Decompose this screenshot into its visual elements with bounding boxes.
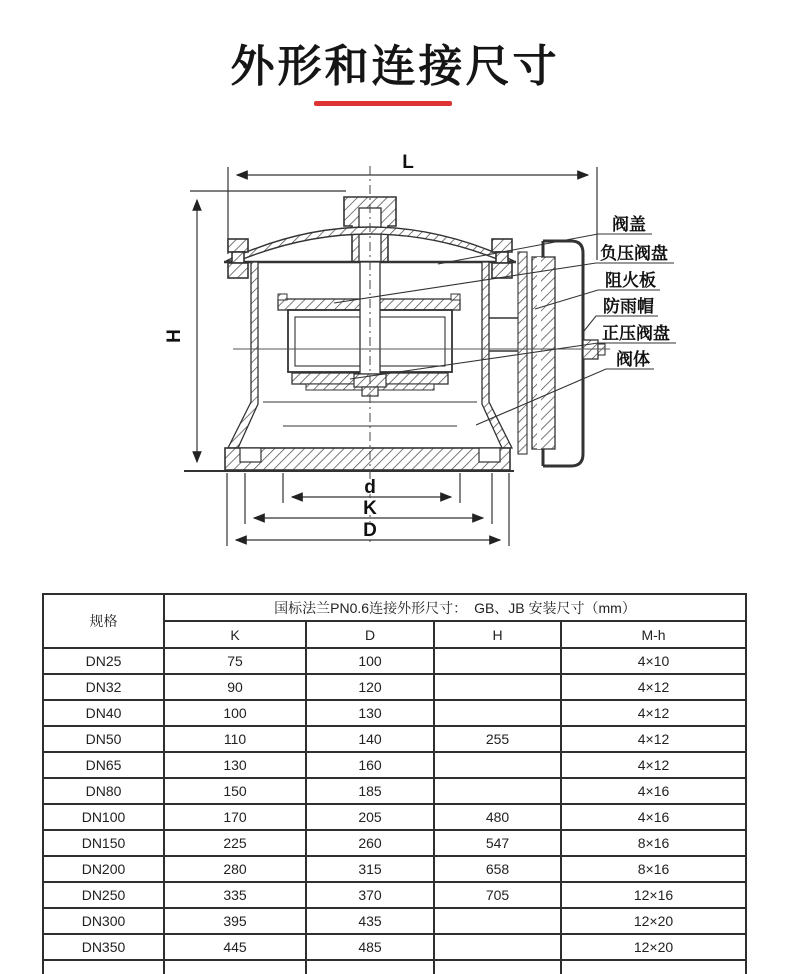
table-cell: 370: [306, 882, 434, 908]
table-cell: DN200: [43, 856, 164, 882]
table-cell: DN300: [43, 908, 164, 934]
table-cell: 75: [164, 648, 306, 674]
column-header-H: H: [434, 621, 561, 648]
table-cell: DN100: [43, 804, 164, 830]
table-cell: [561, 960, 746, 974]
table-cell: 150: [164, 778, 306, 804]
dim-label-H: H: [164, 329, 185, 343]
table-cell: DN350: [43, 934, 164, 960]
table-cell: 12×20: [561, 934, 746, 960]
spec-header-cell: 规格: [43, 594, 164, 648]
table-row: [43, 934, 746, 960]
table-cell: 480: [434, 804, 561, 830]
table-cell: 130: [306, 700, 434, 726]
table-cell: DN32: [43, 674, 164, 700]
table-cell: 485: [306, 934, 434, 960]
dim-label-D: D: [363, 520, 377, 541]
table-cell: 170: [164, 804, 306, 830]
dim-label-K: K: [363, 498, 377, 519]
table-cell: DN250: [43, 882, 164, 908]
table-cell: 225: [164, 830, 306, 856]
table-cell: 335: [164, 882, 306, 908]
table-cell: [306, 960, 434, 974]
table-cell: [164, 960, 306, 974]
table-cell: 205: [306, 804, 434, 830]
table-cell: DN50: [43, 726, 164, 752]
table-cell: 140: [306, 726, 434, 752]
table-cell: 4×12: [561, 726, 746, 752]
table-cell: 8×16: [561, 856, 746, 882]
table-cell: [434, 908, 561, 934]
table-cell: [434, 648, 561, 674]
table-cell: [434, 934, 561, 960]
table-cell: 260: [306, 830, 434, 856]
column-header-Mh: M-h: [561, 621, 746, 648]
table-cell: 130: [164, 752, 306, 778]
table-cell: 90: [164, 674, 306, 700]
table-cell: 4×10: [561, 648, 746, 674]
part-label-rain-cap: 防雨帽: [603, 297, 654, 316]
table-cell: 8×16: [561, 830, 746, 856]
table-cell: 120: [306, 674, 434, 700]
column-header-K: K: [164, 621, 306, 648]
header-group-cell: 国标法兰PN0.6连接外形尺寸： GB、JB 安装尺寸（mm）: [164, 594, 746, 621]
table-row: [43, 804, 746, 830]
dim-label-L: L: [402, 152, 414, 173]
table-cell: DN65: [43, 752, 164, 778]
table-cell: [43, 960, 164, 974]
table-row: [43, 908, 746, 934]
table-cell: DN150: [43, 830, 164, 856]
table-row: [43, 778, 746, 804]
table-row-partial: [43, 960, 746, 974]
table-cell: 110: [164, 726, 306, 752]
table-cell: [434, 778, 561, 804]
table-cell: 100: [164, 700, 306, 726]
column-header-D: D: [306, 621, 434, 648]
table-cell: 705: [434, 882, 561, 908]
part-label-positive-disc: 正压阀盘: [602, 324, 670, 343]
table-row: [43, 752, 746, 778]
table-cell: 4×16: [561, 804, 746, 830]
table-cell: 435: [306, 908, 434, 934]
table-cell: 12×20: [561, 908, 746, 934]
table-cell: DN80: [43, 778, 164, 804]
table-cell: 4×12: [561, 674, 746, 700]
part-label-valve-body: 阀体: [616, 350, 650, 369]
table-cell: DN40: [43, 700, 164, 726]
table-row: [43, 674, 746, 700]
part-label-flame-arrester-plate: 阻火板: [605, 271, 656, 290]
table-cell: 4×16: [561, 778, 746, 804]
table-row: [43, 856, 746, 882]
page-title: 外形和连接尺寸: [230, 42, 560, 91]
table-cell: [434, 752, 561, 778]
part-label-negative-disc: 负压阀盘: [600, 244, 668, 263]
table-cell: 100: [306, 648, 434, 674]
table-cell: 12×16: [561, 882, 746, 908]
table-cell: [434, 960, 561, 974]
table-cell: 4×12: [561, 752, 746, 778]
table-cell: 185: [306, 778, 434, 804]
table-cell: 445: [164, 934, 306, 960]
part-label-valve-cover: 阀盖: [612, 215, 646, 234]
table-row: [43, 726, 746, 752]
table-header-group-row: [43, 594, 746, 621]
table-cell: 315: [306, 856, 434, 882]
table-cell: 658: [434, 856, 561, 882]
table-row: [43, 700, 746, 726]
table-cell: 4×12: [561, 700, 746, 726]
table-cell: 280: [164, 856, 306, 882]
table-row: [43, 830, 746, 856]
dimension-table: [42, 593, 747, 974]
table-cell: DN25: [43, 648, 164, 674]
table-cell: [434, 674, 561, 700]
table-cell: 547: [434, 830, 561, 856]
table-row: [43, 882, 746, 908]
table-row: [43, 648, 746, 674]
table-cell: 160: [306, 752, 434, 778]
table-cell: 255: [434, 726, 561, 752]
table-cell: [434, 700, 561, 726]
dim-label-d: d: [364, 477, 376, 498]
table-cell: 395: [164, 908, 306, 934]
valve-body: [184, 197, 516, 471]
